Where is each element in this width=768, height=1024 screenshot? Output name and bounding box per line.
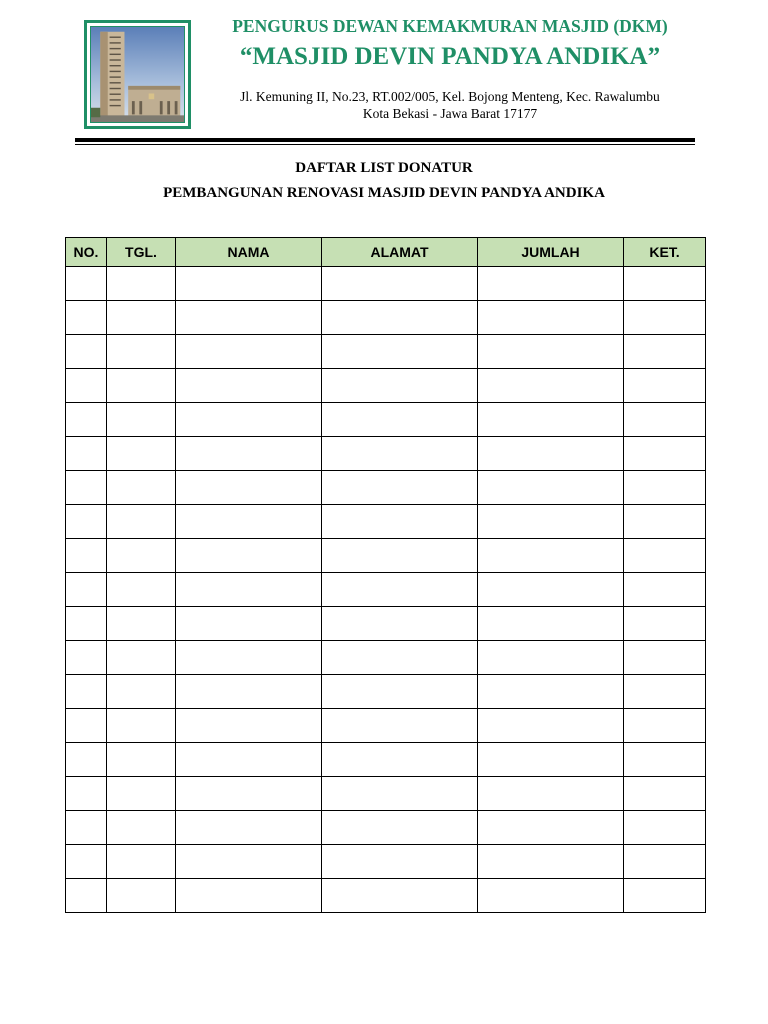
table-cell [624,743,706,777]
table-cell [478,335,624,369]
table-cell [66,777,107,811]
table-cell [624,607,706,641]
address-line-2: Kota Bekasi - Jawa Barat 17177 [362,106,538,121]
table-cell [322,641,478,675]
table-cell [624,845,706,879]
table-cell [478,505,624,539]
table-cell [624,301,706,335]
table-cell [107,369,176,403]
table-cell [478,539,624,573]
table-row [66,675,706,709]
column-header-nama: NAMA [176,238,322,267]
table-cell [107,539,176,573]
table-cell [478,675,624,709]
table-cell [176,539,322,573]
table-cell [176,641,322,675]
table-cell [176,471,322,505]
table-cell [322,811,478,845]
table-cell [66,709,107,743]
header-divider-thin [75,144,695,145]
table-cell [66,369,107,403]
table-cell [176,437,322,471]
table-cell [176,607,322,641]
table-cell [66,267,107,301]
table-cell [66,335,107,369]
table-cell [322,471,478,505]
table-row [66,845,706,879]
document-subtitle: PEMBANGUNAN RENOVASI MASJID DEVIN PANDYA ANDIKA [163,185,605,201]
table-cell [107,267,176,301]
table-row [66,369,706,403]
table-cell [66,573,107,607]
table-cell [322,301,478,335]
table-cell [66,539,107,573]
table-cell [624,539,706,573]
table-cell [107,777,176,811]
table-cell [107,335,176,369]
table-cell [624,369,706,403]
table-row [66,777,706,811]
table-cell [107,403,176,437]
table-row [66,267,706,301]
table-cell [107,301,176,335]
table-cell [322,743,478,777]
table-cell [107,437,176,471]
table-cell [176,845,322,879]
table-row [66,403,706,437]
table-row [66,437,706,471]
table-cell [107,879,176,913]
table-cell [66,641,107,675]
table-cell [176,675,322,709]
table-row [66,811,706,845]
table-cell [478,471,624,505]
table-cell [107,709,176,743]
logo [84,20,191,129]
table-cell [624,641,706,675]
table-cell [176,403,322,437]
table-cell [176,369,322,403]
table-cell [66,437,107,471]
table-row [66,573,706,607]
table-cell [176,709,322,743]
table-cell [322,505,478,539]
table-cell [66,471,107,505]
table-cell [66,811,107,845]
table-cell [478,743,624,777]
table-row [66,743,706,777]
table-cell [322,675,478,709]
table-cell [624,437,706,471]
mosque-building-photo-icon [90,26,185,123]
table-row [66,335,706,369]
organization-name: PENGURUS DEWAN KEMAKMURAN MASJID (DKM) [232,16,668,36]
table-row [66,301,706,335]
column-header-jumlah: JUMLAH [478,238,624,267]
table-cell [176,301,322,335]
table-cell [478,437,624,471]
table-cell [478,267,624,301]
table-cell [322,539,478,573]
table-cell [176,335,322,369]
table-cell [107,573,176,607]
table-cell [107,743,176,777]
table-cell [107,471,176,505]
table-cell [176,505,322,539]
table-cell [322,845,478,879]
table-cell [624,879,706,913]
table-row [66,641,706,675]
table-cell [478,811,624,845]
table-row [66,539,706,573]
donor-table [65,237,706,913]
table-cell [624,811,706,845]
table-cell [478,879,624,913]
table-cell [66,505,107,539]
table-row [66,879,706,913]
document-title: DAFTAR LIST DONATUR [295,160,473,176]
table-cell [624,573,706,607]
table-cell [322,573,478,607]
table-cell [176,879,322,913]
table-cell [624,675,706,709]
table-cell [322,777,478,811]
table-cell [107,607,176,641]
table-cell [478,403,624,437]
table-cell [624,335,706,369]
column-header-no: NO. [66,238,107,267]
table-cell [322,879,478,913]
table-body [66,267,706,913]
table-cell [624,505,706,539]
address [200,88,700,122]
column-header-alamat: ALAMAT [322,238,478,267]
table-cell [478,369,624,403]
table-cell [66,607,107,641]
table-cell [66,743,107,777]
table-row [66,607,706,641]
table-cell [176,743,322,777]
table-cell [624,403,706,437]
table-cell [322,437,478,471]
table-cell [322,607,478,641]
table-cell [322,335,478,369]
column-header-ket: KET. [624,238,706,267]
table-row [66,709,706,743]
table-cell [66,879,107,913]
table-cell [478,709,624,743]
table-cell [107,811,176,845]
table-cell [322,369,478,403]
table-cell [176,267,322,301]
mosque-name: “MASJID DEVIN PANDYA ANDIKA” [239,43,661,70]
header-divider-thick [75,138,695,142]
table-row [66,471,706,505]
table-cell [624,777,706,811]
table-cell [624,471,706,505]
column-header-tgl: TGL. [107,238,176,267]
table-cell [478,641,624,675]
table-cell [176,573,322,607]
table-cell [478,607,624,641]
table-cell [322,403,478,437]
table-cell [66,301,107,335]
table-cell [478,845,624,879]
table-cell [478,777,624,811]
table-cell [66,403,107,437]
table-cell [107,845,176,879]
table-cell [478,301,624,335]
table-cell [66,845,107,879]
table-cell [107,675,176,709]
table-cell [107,641,176,675]
table-cell [322,267,478,301]
table-row [66,505,706,539]
table-cell [176,777,322,811]
address-line-1: Jl. Kemuning II, No.23, RT.002/005, Kel. Bojong Menteng, Kec. Rawalumbu [240,89,660,104]
table-cell [478,573,624,607]
table-cell [66,675,107,709]
table-cell [322,709,478,743]
table-cell [624,267,706,301]
table-header-row [66,238,706,267]
table-cell [624,709,706,743]
table-cell [176,811,322,845]
table-cell [107,505,176,539]
